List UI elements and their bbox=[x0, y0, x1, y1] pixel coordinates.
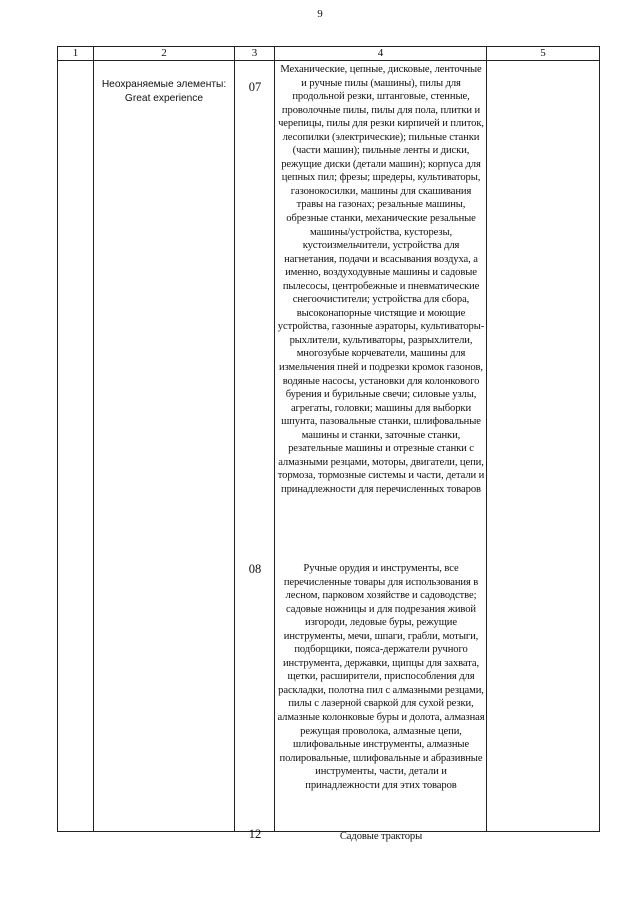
goods-list-08: Ручные орудия и инструменты, все перечисленные товары для использования в лесном, парковом хозяйстве и садоводстве; садовые ножницы и для подрезания живой изгороди, ледовые буры, режущие инструменты, мечи, шпаги, грабли, мотыги, подборщики, пояса-держатели ручного инструмента, державки, щипцы для захвата, щетки, расширители, приспособления для раскладки, полотна пил с алмазными резцами, пилы с лазерной сваркой для сухой резки, алмазные колонковые буры и долота, алмазная режущая проволока, алмазные цепи, шлифовальные инструменты, алмазные полировальные, шлифовальные и абразивные инструменты, части, детали и принадлежности для этих товаров bbox=[277, 563, 485, 791]
class-number-07: 07 bbox=[248, 80, 262, 94]
header-col-4: 4 bbox=[275, 47, 487, 61]
unprotected-elements-value: Great experience bbox=[124, 93, 204, 104]
col-5-cell bbox=[487, 61, 600, 832]
class-number-12: 12 bbox=[248, 827, 262, 841]
col-2-cell bbox=[94, 61, 235, 832]
goods-list-07: Механические, цепные, дисковые, ленточные и ручные пилы (машины), пилы для продольной резки, штанговые, стенные, проволочные пилы, пилы для пола, плитки и черепицы, пилы для резки кирпичей и плиток, лесопилки (электрические); пильные станки (части машин); пильные ленты и диски, режущие диски (детали машин); корпуса для цепных пил; фрезы; шредеры, культиваторы, газонокосилки, машины для скашивания травы на газонах; резальные машины, обрезные станки, механические резальные машины/устройства, кусторезы, кустоизмельчители, устройства для нагнетания, подачи и всасывания воздуха, а именно, воздуходувные машины и садовые пылесосы, центробежные и пневматические снегоочистители; устройства для сбора, высоконапорные чистящие и моющие устройства, газонные аэраторы, культиваторы-рыхлители, культиваторы, разрыхлители, многозубые корчеватели, машины для измельчения пней и подрезки кромок газонов, водяные насосы, установки для колонкового бурения и бурильные свечи; силовые узлы, агрегаты, головки; машины для выборки шпунта, пазовальные станки, шлифовальные машины и станки, заточные станки, резательные машины и отрезные станки с алмазными резцами, моторы, двигатели, цепи, тормоза, тормозные системы и части, детали и принадлежности для перечисленных товаров bbox=[277, 64, 485, 495]
col-1-cell bbox=[58, 61, 94, 832]
goods-cell bbox=[275, 61, 487, 842]
class-number-cell bbox=[235, 61, 275, 841]
header-col-5: 5 bbox=[487, 47, 600, 61]
body-row bbox=[58, 61, 600, 832]
header-row bbox=[58, 47, 600, 61]
class-number-08: 08 bbox=[248, 562, 262, 576]
goods-list-12: Садовые тракторы bbox=[339, 831, 423, 842]
header-col-3: 3 bbox=[235, 47, 275, 61]
goods-table bbox=[57, 46, 600, 842]
header-col-1: 1 bbox=[58, 47, 94, 61]
header-col-2: 2 bbox=[94, 47, 235, 61]
page-number: 9 bbox=[317, 8, 323, 20]
unprotected-elements-label: Неохраняемые элементы: bbox=[101, 79, 227, 90]
